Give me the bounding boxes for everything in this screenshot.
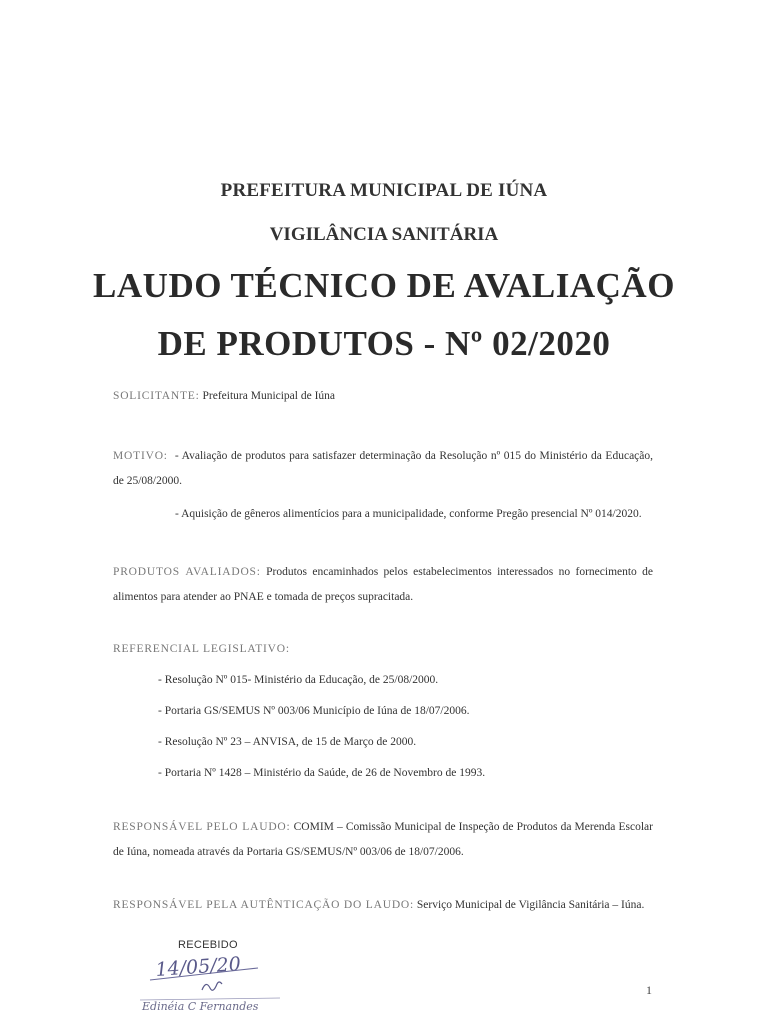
- received-stamp-label: RECEBIDO: [178, 939, 238, 951]
- document-title-line2: DE PRODUTOS - Nº 02/2020: [157, 324, 611, 363]
- solicitante-section: [113, 384, 653, 409]
- produtos-section: [113, 560, 653, 610]
- page-number: 1: [646, 983, 652, 997]
- referencial-item: - Resolução Nº 23 – ANVISA, de 15 de Março de 2000.: [158, 736, 417, 748]
- referencial-item: - Portaria GS/SEMUS Nº 003/06 Município de Iúna de 18/07/2006.: [158, 705, 470, 717]
- header-department: VIGILÂNCIA SANITÁRIA: [269, 224, 499, 245]
- responsavel-autenticacao-value: Serviço Municipal de Vigilância Sanitária – Iúna.: [416, 899, 645, 911]
- referencial-label: REFERENCIAL LEGISLATIVO:: [113, 643, 290, 655]
- handwritten-signature: [140, 950, 290, 1020]
- motivo-item-1: - Avaliação de produtos para satisfazer determinação da Resolução nº 015 do Ministério da Educação, de 25/08/2000.: [113, 450, 654, 487]
- responsavel-laudo-value: COMIM – Comissão Municipal de Inspeção de Produtos da Merenda Escolar de Iúna, nomeada através da Portaria GS/SEMUS/Nº 003/06 de 18/07/2006.: [113, 821, 653, 858]
- responsavel-autenticacao-section: [113, 893, 653, 918]
- stamp-date: 14/05/20: [154, 953, 242, 981]
- motivo-section: [113, 444, 653, 494]
- motivo-item-2-block: [113, 502, 653, 527]
- responsavel-laudo-label: RESPONSÁVEL PELO LAUDO:: [113, 821, 291, 833]
- produtos-label: PRODUTOS AVALIADOS:: [113, 566, 261, 578]
- motivo-label: MOTIVO:: [113, 450, 168, 462]
- motivo-item-2: - Aquisição de gêneros alimentícios para a municipalidade, conforme Pregão presencial Nº 014/2020.: [175, 508, 642, 520]
- referencial-item: - Resolução Nº 015- Ministério da Educação, de 25/08/2000.: [158, 674, 439, 686]
- solicitante-label: SOLICITANTE:: [113, 390, 200, 402]
- document-title-line1: LAUDO TÉCNICO DE AVALIAÇÃO: [93, 266, 675, 305]
- responsavel-laudo-section: [113, 815, 653, 865]
- stamp-signature-name: Edinéia C Fernandes: [142, 1000, 259, 1013]
- solicitante-value: Prefeitura Municipal de Iúna: [202, 390, 336, 402]
- produtos-value: Produtos encaminhados pelos estabelecimentos interessados no fornecimento de alimentos para atender ao PNAE e tomada de preços supracitada.: [113, 566, 654, 603]
- referencial-item: - Portaria Nº 1428 – Ministério da Saúde, de 26 de Novembro de 1993.: [158, 767, 486, 779]
- responsavel-autenticacao-label: RESPONSÁVEL PELA AUTÊNTICAÇÃO DO LAUDO:: [113, 899, 415, 911]
- header-municipality: PREFEITURA MUNICIPAL DE IÚNA: [220, 180, 548, 201]
